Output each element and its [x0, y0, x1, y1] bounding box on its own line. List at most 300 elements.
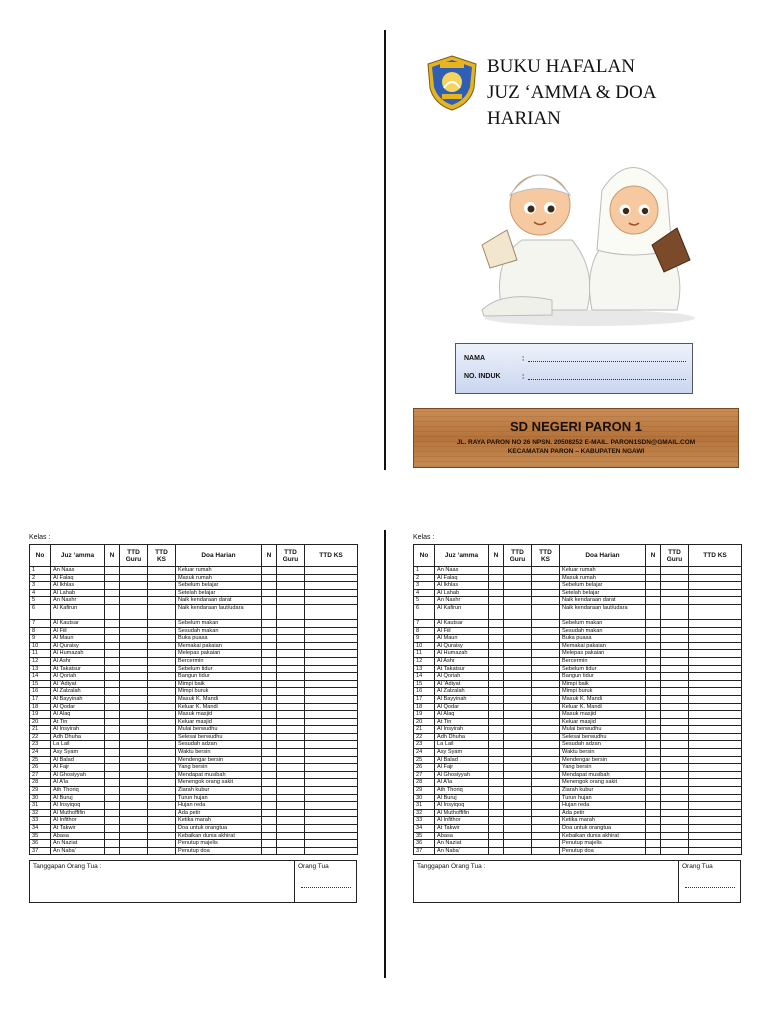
- doa-score-cell[interactable]: [646, 847, 661, 855]
- doa-score-cell[interactable]: [262, 619, 277, 627]
- surah-score-cell[interactable]: [489, 680, 504, 688]
- surah-score-cell[interactable]: [489, 733, 504, 741]
- doa-score-cell[interactable]: [262, 642, 277, 650]
- surah-score-cell[interactable]: [489, 809, 504, 817]
- surah-teacher-sign-cell[interactable]: [504, 711, 532, 719]
- surah-teacher-sign-cell[interactable]: [120, 726, 148, 734]
- doa-score-cell[interactable]: [646, 794, 661, 802]
- doa-teacher-sign-cell[interactable]: [277, 832, 305, 840]
- doa-teacher-sign-cell[interactable]: [277, 673, 305, 681]
- surah-score-cell[interactable]: [489, 642, 504, 650]
- doa-score-cell[interactable]: [262, 771, 277, 779]
- surah-teacher-sign-cell[interactable]: [504, 817, 532, 825]
- doa-score-cell[interactable]: [646, 589, 661, 597]
- surah-teacher-sign-cell[interactable]: [504, 574, 532, 582]
- doa-teacher-sign-cell[interactable]: [661, 840, 689, 848]
- doa-principal-sign-cell[interactable]: [305, 582, 358, 590]
- doa-score-cell[interactable]: [262, 847, 277, 855]
- surah-principal-sign-cell[interactable]: [148, 589, 176, 597]
- doa-principal-sign-cell[interactable]: [689, 650, 742, 658]
- doa-principal-sign-cell[interactable]: [689, 635, 742, 643]
- surah-score-cell[interactable]: [489, 741, 504, 749]
- surah-teacher-sign-cell[interactable]: [504, 733, 532, 741]
- surah-principal-sign-cell[interactable]: [148, 718, 176, 726]
- doa-score-cell[interactable]: [646, 832, 661, 840]
- surah-score-cell[interactable]: [105, 802, 120, 810]
- surah-principal-sign-cell[interactable]: [532, 832, 560, 840]
- doa-score-cell[interactable]: [262, 764, 277, 772]
- doa-score-cell[interactable]: [646, 771, 661, 779]
- surah-score-cell[interactable]: [105, 604, 120, 619]
- surah-principal-sign-cell[interactable]: [148, 771, 176, 779]
- doa-principal-sign-cell[interactable]: [689, 802, 742, 810]
- doa-teacher-sign-cell[interactable]: [661, 635, 689, 643]
- surah-teacher-sign-cell[interactable]: [504, 567, 532, 575]
- doa-principal-sign-cell[interactable]: [689, 627, 742, 635]
- surah-teacher-sign-cell[interactable]: [504, 680, 532, 688]
- surah-principal-sign-cell[interactable]: [532, 840, 560, 848]
- doa-score-cell[interactable]: [646, 680, 661, 688]
- surah-score-cell[interactable]: [105, 825, 120, 833]
- doa-principal-sign-cell[interactable]: [689, 749, 742, 757]
- surah-principal-sign-cell[interactable]: [532, 779, 560, 787]
- doa-teacher-sign-cell[interactable]: [661, 657, 689, 665]
- surah-score-cell[interactable]: [489, 749, 504, 757]
- surah-principal-sign-cell[interactable]: [148, 567, 176, 575]
- doa-score-cell[interactable]: [262, 673, 277, 681]
- surah-principal-sign-cell[interactable]: [532, 635, 560, 643]
- surah-score-cell[interactable]: [105, 665, 120, 673]
- doa-principal-sign-cell[interactable]: [305, 802, 358, 810]
- surah-principal-sign-cell[interactable]: [148, 604, 176, 619]
- doa-score-cell[interactable]: [646, 726, 661, 734]
- surah-score-cell[interactable]: [489, 604, 504, 619]
- doa-score-cell[interactable]: [262, 733, 277, 741]
- doa-teacher-sign-cell[interactable]: [661, 582, 689, 590]
- surah-teacher-sign-cell[interactable]: [504, 627, 532, 635]
- surah-teacher-sign-cell[interactable]: [120, 832, 148, 840]
- doa-teacher-sign-cell[interactable]: [661, 711, 689, 719]
- doa-teacher-sign-cell[interactable]: [277, 779, 305, 787]
- doa-principal-sign-cell[interactable]: [689, 726, 742, 734]
- surah-score-cell[interactable]: [489, 695, 504, 703]
- surah-principal-sign-cell[interactable]: [148, 794, 176, 802]
- doa-principal-sign-cell[interactable]: [305, 711, 358, 719]
- surah-principal-sign-cell[interactable]: [532, 817, 560, 825]
- surah-teacher-sign-cell[interactable]: [504, 741, 532, 749]
- surah-score-cell[interactable]: [105, 779, 120, 787]
- surah-teacher-sign-cell[interactable]: [504, 665, 532, 673]
- surah-score-cell[interactable]: [105, 840, 120, 848]
- surah-teacher-sign-cell[interactable]: [504, 673, 532, 681]
- doa-principal-sign-cell[interactable]: [689, 619, 742, 627]
- doa-principal-sign-cell[interactable]: [689, 567, 742, 575]
- surah-score-cell[interactable]: [105, 673, 120, 681]
- surah-principal-sign-cell[interactable]: [148, 779, 176, 787]
- surah-principal-sign-cell[interactable]: [148, 642, 176, 650]
- surah-score-cell[interactable]: [105, 794, 120, 802]
- surah-score-cell[interactable]: [489, 597, 504, 605]
- surah-teacher-sign-cell[interactable]: [120, 688, 148, 696]
- surah-score-cell[interactable]: [105, 582, 120, 590]
- surah-teacher-sign-cell[interactable]: [504, 657, 532, 665]
- doa-score-cell[interactable]: [646, 619, 661, 627]
- surah-teacher-sign-cell[interactable]: [120, 680, 148, 688]
- surah-teacher-sign-cell[interactable]: [504, 642, 532, 650]
- doa-score-cell[interactable]: [262, 718, 277, 726]
- doa-score-cell[interactable]: [262, 597, 277, 605]
- doa-teacher-sign-cell[interactable]: [661, 832, 689, 840]
- surah-principal-sign-cell[interactable]: [532, 695, 560, 703]
- surah-score-cell[interactable]: [105, 726, 120, 734]
- surah-score-cell[interactable]: [105, 771, 120, 779]
- doa-principal-sign-cell[interactable]: [305, 832, 358, 840]
- surah-teacher-sign-cell[interactable]: [120, 779, 148, 787]
- surah-principal-sign-cell[interactable]: [532, 650, 560, 658]
- surah-principal-sign-cell[interactable]: [532, 688, 560, 696]
- doa-score-cell[interactable]: [262, 582, 277, 590]
- doa-teacher-sign-cell[interactable]: [661, 650, 689, 658]
- doa-principal-sign-cell[interactable]: [689, 832, 742, 840]
- surah-score-cell[interactable]: [489, 794, 504, 802]
- doa-principal-sign-cell[interactable]: [305, 597, 358, 605]
- doa-score-cell[interactable]: [646, 741, 661, 749]
- surah-teacher-sign-cell[interactable]: [120, 802, 148, 810]
- doa-teacher-sign-cell[interactable]: [277, 642, 305, 650]
- surah-principal-sign-cell[interactable]: [148, 597, 176, 605]
- doa-teacher-sign-cell[interactable]: [661, 619, 689, 627]
- surah-principal-sign-cell[interactable]: [148, 802, 176, 810]
- surah-principal-sign-cell[interactable]: [532, 567, 560, 575]
- surah-principal-sign-cell[interactable]: [148, 619, 176, 627]
- surah-principal-sign-cell[interactable]: [532, 711, 560, 719]
- doa-score-cell[interactable]: [646, 756, 661, 764]
- doa-score-cell[interactable]: [646, 574, 661, 582]
- doa-teacher-sign-cell[interactable]: [661, 749, 689, 757]
- surah-score-cell[interactable]: [105, 657, 120, 665]
- doa-teacher-sign-cell[interactable]: [277, 809, 305, 817]
- surah-score-cell[interactable]: [105, 597, 120, 605]
- doa-teacher-sign-cell[interactable]: [277, 619, 305, 627]
- doa-score-cell[interactable]: [262, 756, 277, 764]
- doa-principal-sign-cell[interactable]: [689, 642, 742, 650]
- doa-principal-sign-cell[interactable]: [305, 574, 358, 582]
- doa-principal-sign-cell[interactable]: [305, 749, 358, 757]
- doa-principal-sign-cell[interactable]: [305, 688, 358, 696]
- doa-principal-sign-cell[interactable]: [689, 589, 742, 597]
- doa-teacher-sign-cell[interactable]: [277, 688, 305, 696]
- surah-principal-sign-cell[interactable]: [532, 604, 560, 619]
- surah-score-cell[interactable]: [489, 847, 504, 855]
- surah-teacher-sign-cell[interactable]: [504, 832, 532, 840]
- doa-score-cell[interactable]: [262, 779, 277, 787]
- doa-teacher-sign-cell[interactable]: [661, 809, 689, 817]
- doa-teacher-sign-cell[interactable]: [277, 635, 305, 643]
- doa-score-cell[interactable]: [646, 688, 661, 696]
- surah-teacher-sign-cell[interactable]: [504, 703, 532, 711]
- doa-teacher-sign-cell[interactable]: [277, 589, 305, 597]
- doa-score-cell[interactable]: [646, 567, 661, 575]
- doa-principal-sign-cell[interactable]: [689, 688, 742, 696]
- doa-principal-sign-cell[interactable]: [689, 665, 742, 673]
- name-field[interactable]: [528, 355, 686, 362]
- doa-principal-sign-cell[interactable]: [305, 703, 358, 711]
- doa-teacher-sign-cell[interactable]: [661, 703, 689, 711]
- doa-teacher-sign-cell[interactable]: [277, 597, 305, 605]
- surah-teacher-sign-cell[interactable]: [504, 695, 532, 703]
- doa-principal-sign-cell[interactable]: [689, 695, 742, 703]
- doa-teacher-sign-cell[interactable]: [661, 847, 689, 855]
- doa-teacher-sign-cell[interactable]: [661, 673, 689, 681]
- surah-teacher-sign-cell[interactable]: [120, 635, 148, 643]
- surah-principal-sign-cell[interactable]: [532, 756, 560, 764]
- surah-principal-sign-cell[interactable]: [532, 771, 560, 779]
- surah-principal-sign-cell[interactable]: [532, 673, 560, 681]
- doa-score-cell[interactable]: [262, 840, 277, 848]
- surah-score-cell[interactable]: [489, 718, 504, 726]
- doa-score-cell[interactable]: [262, 794, 277, 802]
- doa-score-cell[interactable]: [262, 627, 277, 635]
- surah-score-cell[interactable]: [105, 635, 120, 643]
- surah-score-cell[interactable]: [489, 840, 504, 848]
- surah-score-cell[interactable]: [105, 627, 120, 635]
- doa-teacher-sign-cell[interactable]: [277, 567, 305, 575]
- doa-teacher-sign-cell[interactable]: [277, 627, 305, 635]
- doa-principal-sign-cell[interactable]: [689, 847, 742, 855]
- surah-score-cell[interactable]: [489, 802, 504, 810]
- doa-score-cell[interactable]: [646, 627, 661, 635]
- surah-principal-sign-cell[interactable]: [148, 688, 176, 696]
- doa-principal-sign-cell[interactable]: [305, 635, 358, 643]
- surah-score-cell[interactable]: [105, 787, 120, 795]
- doa-score-cell[interactable]: [262, 688, 277, 696]
- doa-principal-sign-cell[interactable]: [689, 825, 742, 833]
- surah-principal-sign-cell[interactable]: [532, 589, 560, 597]
- surah-teacher-sign-cell[interactable]: [120, 650, 148, 658]
- surah-score-cell[interactable]: [105, 847, 120, 855]
- doa-teacher-sign-cell[interactable]: [277, 840, 305, 848]
- doa-score-cell[interactable]: [262, 703, 277, 711]
- doa-principal-sign-cell[interactable]: [689, 840, 742, 848]
- doa-teacher-sign-cell[interactable]: [661, 825, 689, 833]
- surah-score-cell[interactable]: [105, 741, 120, 749]
- surah-principal-sign-cell[interactable]: [532, 787, 560, 795]
- doa-teacher-sign-cell[interactable]: [661, 567, 689, 575]
- surah-principal-sign-cell[interactable]: [532, 619, 560, 627]
- doa-teacher-sign-cell[interactable]: [277, 680, 305, 688]
- surah-teacher-sign-cell[interactable]: [120, 695, 148, 703]
- doa-teacher-sign-cell[interactable]: [277, 817, 305, 825]
- surah-teacher-sign-cell[interactable]: [120, 794, 148, 802]
- doa-teacher-sign-cell[interactable]: [661, 817, 689, 825]
- doa-teacher-sign-cell[interactable]: [661, 802, 689, 810]
- surah-score-cell[interactable]: [489, 589, 504, 597]
- surah-teacher-sign-cell[interactable]: [504, 688, 532, 696]
- doa-score-cell[interactable]: [262, 604, 277, 619]
- surah-score-cell[interactable]: [489, 825, 504, 833]
- surah-score-cell[interactable]: [489, 635, 504, 643]
- surah-score-cell[interactable]: [489, 650, 504, 658]
- doa-principal-sign-cell[interactable]: [689, 711, 742, 719]
- parent-signature-line[interactable]: [301, 887, 351, 888]
- doa-score-cell[interactable]: [646, 711, 661, 719]
- surah-principal-sign-cell[interactable]: [532, 642, 560, 650]
- doa-principal-sign-cell[interactable]: [305, 589, 358, 597]
- doa-score-cell[interactable]: [262, 665, 277, 673]
- surah-principal-sign-cell[interactable]: [148, 840, 176, 848]
- surah-score-cell[interactable]: [105, 764, 120, 772]
- doa-principal-sign-cell[interactable]: [689, 771, 742, 779]
- doa-teacher-sign-cell[interactable]: [277, 749, 305, 757]
- doa-teacher-sign-cell[interactable]: [661, 688, 689, 696]
- doa-principal-sign-cell[interactable]: [305, 764, 358, 772]
- surah-teacher-sign-cell[interactable]: [120, 597, 148, 605]
- surah-principal-sign-cell[interactable]: [532, 726, 560, 734]
- doa-teacher-sign-cell[interactable]: [277, 771, 305, 779]
- surah-teacher-sign-cell[interactable]: [504, 604, 532, 619]
- surah-score-cell[interactable]: [489, 726, 504, 734]
- surah-teacher-sign-cell[interactable]: [120, 771, 148, 779]
- surah-score-cell[interactable]: [489, 619, 504, 627]
- surah-score-cell[interactable]: [489, 582, 504, 590]
- surah-principal-sign-cell[interactable]: [148, 847, 176, 855]
- doa-principal-sign-cell[interactable]: [689, 779, 742, 787]
- surah-principal-sign-cell[interactable]: [532, 809, 560, 817]
- doa-principal-sign-cell[interactable]: [305, 733, 358, 741]
- doa-teacher-sign-cell[interactable]: [661, 794, 689, 802]
- surah-score-cell[interactable]: [489, 574, 504, 582]
- doa-teacher-sign-cell[interactable]: [277, 847, 305, 855]
- doa-principal-sign-cell[interactable]: [689, 703, 742, 711]
- doa-score-cell[interactable]: [262, 574, 277, 582]
- surah-teacher-sign-cell[interactable]: [120, 756, 148, 764]
- doa-principal-sign-cell[interactable]: [689, 597, 742, 605]
- surah-score-cell[interactable]: [105, 680, 120, 688]
- doa-teacher-sign-cell[interactable]: [277, 733, 305, 741]
- doa-score-cell[interactable]: [646, 779, 661, 787]
- doa-teacher-sign-cell[interactable]: [661, 764, 689, 772]
- doa-principal-sign-cell[interactable]: [305, 673, 358, 681]
- surah-principal-sign-cell[interactable]: [148, 574, 176, 582]
- surah-teacher-sign-cell[interactable]: [120, 847, 148, 855]
- surah-principal-sign-cell[interactable]: [532, 627, 560, 635]
- surah-teacher-sign-cell[interactable]: [504, 597, 532, 605]
- surah-score-cell[interactable]: [489, 567, 504, 575]
- doa-score-cell[interactable]: [646, 764, 661, 772]
- surah-teacher-sign-cell[interactable]: [504, 718, 532, 726]
- surah-principal-sign-cell[interactable]: [532, 703, 560, 711]
- doa-score-cell[interactable]: [646, 787, 661, 795]
- doa-principal-sign-cell[interactable]: [689, 673, 742, 681]
- doa-principal-sign-cell[interactable]: [305, 756, 358, 764]
- doa-teacher-sign-cell[interactable]: [277, 764, 305, 772]
- surah-teacher-sign-cell[interactable]: [120, 764, 148, 772]
- doa-teacher-sign-cell[interactable]: [661, 597, 689, 605]
- surah-score-cell[interactable]: [489, 771, 504, 779]
- surah-teacher-sign-cell[interactable]: [120, 665, 148, 673]
- surah-principal-sign-cell[interactable]: [532, 733, 560, 741]
- doa-score-cell[interactable]: [262, 635, 277, 643]
- surah-principal-sign-cell[interactable]: [148, 703, 176, 711]
- surah-principal-sign-cell[interactable]: [148, 741, 176, 749]
- surah-score-cell[interactable]: [489, 817, 504, 825]
- doa-teacher-sign-cell[interactable]: [277, 718, 305, 726]
- surah-teacher-sign-cell[interactable]: [504, 619, 532, 627]
- doa-principal-sign-cell[interactable]: [305, 771, 358, 779]
- doa-score-cell[interactable]: [262, 695, 277, 703]
- surah-teacher-sign-cell[interactable]: [120, 657, 148, 665]
- surah-score-cell[interactable]: [105, 688, 120, 696]
- doa-principal-sign-cell[interactable]: [305, 642, 358, 650]
- surah-score-cell[interactable]: [105, 567, 120, 575]
- doa-principal-sign-cell[interactable]: [305, 619, 358, 627]
- surah-teacher-sign-cell[interactable]: [504, 582, 532, 590]
- surah-principal-sign-cell[interactable]: [532, 847, 560, 855]
- doa-principal-sign-cell[interactable]: [689, 794, 742, 802]
- doa-score-cell[interactable]: [646, 718, 661, 726]
- surah-principal-sign-cell[interactable]: [532, 582, 560, 590]
- doa-teacher-sign-cell[interactable]: [661, 741, 689, 749]
- surah-principal-sign-cell[interactable]: [148, 787, 176, 795]
- doa-score-cell[interactable]: [262, 809, 277, 817]
- doa-teacher-sign-cell[interactable]: [661, 718, 689, 726]
- surah-teacher-sign-cell[interactable]: [120, 673, 148, 681]
- surah-teacher-sign-cell[interactable]: [120, 574, 148, 582]
- surah-principal-sign-cell[interactable]: [532, 657, 560, 665]
- surah-principal-sign-cell[interactable]: [148, 680, 176, 688]
- doa-teacher-sign-cell[interactable]: [277, 756, 305, 764]
- doa-principal-sign-cell[interactable]: [689, 764, 742, 772]
- surah-principal-sign-cell[interactable]: [148, 673, 176, 681]
- surah-score-cell[interactable]: [105, 695, 120, 703]
- surah-teacher-sign-cell[interactable]: [120, 703, 148, 711]
- doa-teacher-sign-cell[interactable]: [277, 657, 305, 665]
- surah-principal-sign-cell[interactable]: [148, 627, 176, 635]
- doa-principal-sign-cell[interactable]: [305, 718, 358, 726]
- surah-score-cell[interactable]: [489, 764, 504, 772]
- doa-teacher-sign-cell[interactable]: [661, 695, 689, 703]
- doa-teacher-sign-cell[interactable]: [277, 574, 305, 582]
- surah-principal-sign-cell[interactable]: [148, 764, 176, 772]
- doa-principal-sign-cell[interactable]: [305, 847, 358, 855]
- surah-principal-sign-cell[interactable]: [532, 680, 560, 688]
- surah-principal-sign-cell[interactable]: [148, 817, 176, 825]
- surah-score-cell[interactable]: [105, 642, 120, 650]
- surah-score-cell[interactable]: [105, 749, 120, 757]
- doa-principal-sign-cell[interactable]: [305, 779, 358, 787]
- doa-teacher-sign-cell[interactable]: [661, 642, 689, 650]
- surah-teacher-sign-cell[interactable]: [504, 840, 532, 848]
- surah-teacher-sign-cell[interactable]: [120, 817, 148, 825]
- surah-score-cell[interactable]: [489, 657, 504, 665]
- doa-principal-sign-cell[interactable]: [305, 809, 358, 817]
- surah-score-cell[interactable]: [105, 718, 120, 726]
- doa-principal-sign-cell[interactable]: [305, 567, 358, 575]
- surah-score-cell[interactable]: [489, 779, 504, 787]
- surah-teacher-sign-cell[interactable]: [504, 635, 532, 643]
- surah-principal-sign-cell[interactable]: [532, 665, 560, 673]
- doa-teacher-sign-cell[interactable]: [277, 726, 305, 734]
- surah-teacher-sign-cell[interactable]: [504, 787, 532, 795]
- doa-teacher-sign-cell[interactable]: [277, 825, 305, 833]
- surah-score-cell[interactable]: [489, 703, 504, 711]
- doa-teacher-sign-cell[interactable]: [661, 627, 689, 635]
- doa-teacher-sign-cell[interactable]: [661, 665, 689, 673]
- doa-principal-sign-cell[interactable]: [689, 756, 742, 764]
- surah-teacher-sign-cell[interactable]: [504, 589, 532, 597]
- doa-teacher-sign-cell[interactable]: [661, 787, 689, 795]
- doa-principal-sign-cell[interactable]: [689, 582, 742, 590]
